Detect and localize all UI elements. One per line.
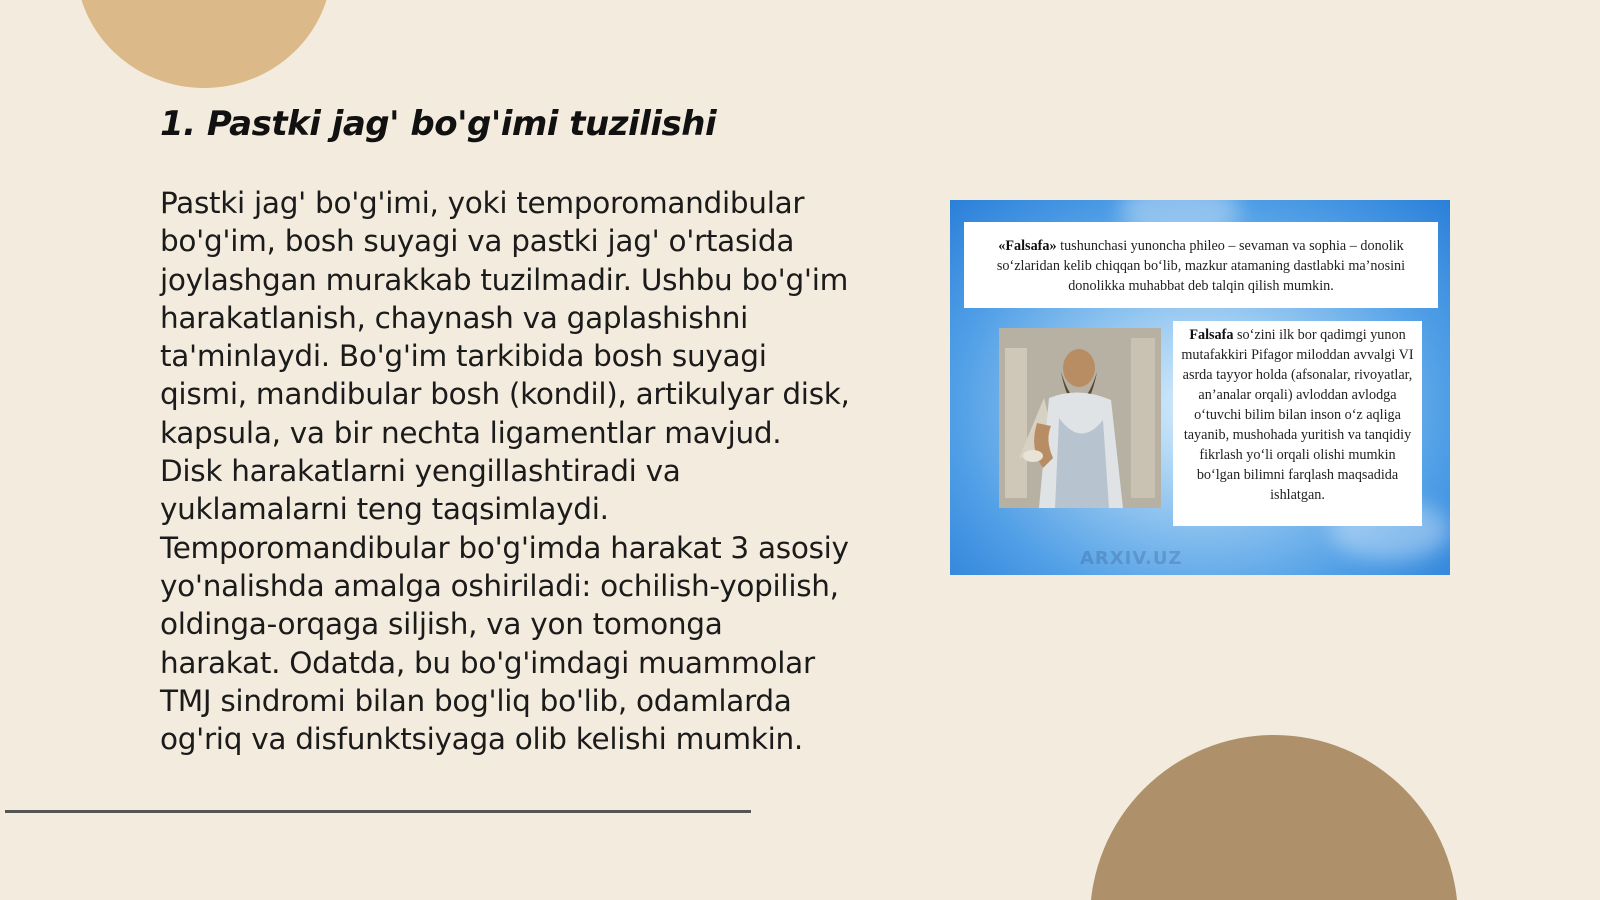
divider-line	[5, 810, 751, 813]
decorative-circle-top	[76, 0, 332, 88]
philosopher-portrait-icon	[999, 328, 1161, 508]
portrait-drawing	[999, 328, 1161, 508]
falsafa-history-box	[1173, 321, 1422, 526]
history-term: Falsafa	[1189, 327, 1234, 343]
watermark-text: ARXIV.UZ	[1080, 548, 1183, 569]
definition-text: tushunchasi yunoncha phileo – sevaman va sophia – donolik so‘zlaridan kelib chiqqan bo‘lib, mazkur atamaning dastlabki ma’nosini donolikka muhabbat deb talqin qilish mumkin.	[996, 238, 1406, 294]
history-text: so‘zini ilk bor qadimgi yunon mutafakkiri Pifagor miloddan avvalgi VI asrda tayyor holda (afsonalar, rivoyatlar, an’analar orqali) avloddan avlodga o‘tuvchi bilim bilan inson o‘z aqliga tayanib, mushohada yuritish va tanqidiy fikrlash yo‘li orqali olishi mumkin bo‘lgan bilimni farqlash maqsadida ishlatgan.	[1181, 327, 1414, 503]
slide-title: 1. Pastki jag' bo'g'imi tuzilishi	[160, 104, 717, 144]
falsafa-image	[950, 200, 1450, 575]
falsafa-definition-box	[964, 222, 1438, 308]
slide-body-text: Pastki jag' bo'g'imi, yoki temporomandibular bo'g'im, bosh suyagi va pastki jag' o'rtasida joylashgan murakkab tuzilmadir. Ushbu bo'g'im harakatlanish, chaynash va gaplashishni ta'minlaydi. Bo'g'im tarkibida bosh suyagi qismi, mandibular bosh (kondil), artikulyar disk, kapsula, va bir nechta ligamentlar mavjud. Disk harakatlarni yengillashtiradi va yuklamalarni teng taqsimlaydi. Temporomandibular bo'g'imda harakat 3 asosiy yo'nalishda amalga oshiriladi: ochilish-yopilish, oldinga-orqaga siljish, va yon tomonga harakat. Odatda, bu bo'g'imdagi muammolar TMJ sindromi bilan bog'liq bo'lib, odamlarda og'riq va disfunktsiyaga olib kelishi mumkin.	[160, 186, 850, 757]
definition-term: «Falsafa»	[998, 238, 1057, 254]
decorative-circle-bottom	[1090, 735, 1458, 900]
